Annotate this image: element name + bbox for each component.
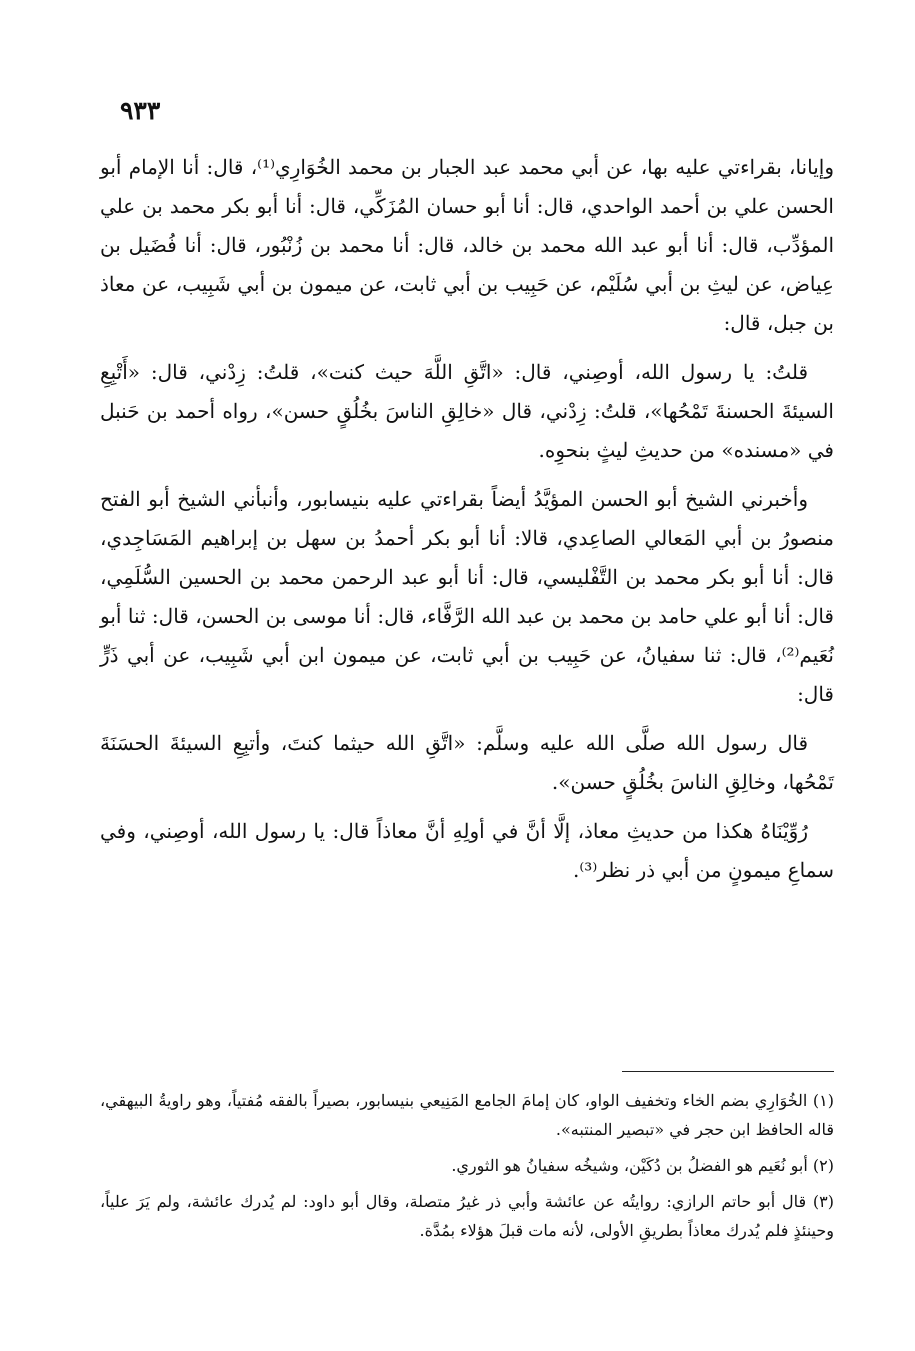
page-number: ٩٣٣: [120, 96, 161, 125]
footnote-divider: [622, 1071, 834, 1072]
paragraph-commentary: رُوِّيْنَاهُ هكذا من حديثِ معاذ، إلَّا أنَّ في أولِهِ أنَّ معاذاً قال: يا رسول الله، أوصِني، وفي سماعِ ميمونٍ من أبي ذر نظر⁽³⁾.: [100, 819, 834, 882]
main-text: [100, 148, 834, 890]
footnotes: [100, 1086, 834, 1245]
footnote-1: (١) الخُوَارِي بضم الخاء وتخفيف الواو، كان إمامَ الجامع المَنِيعي بنيسابور، بصيراً بالفقه مُفتياً، وهو راويةُ البيهقي، قاله الحافظ ابن حجر في «تبصير المنتبه».: [100, 1091, 834, 1139]
footnote-2: (٢) أبو نُعَيم هو الفضلُ بن دُكَيْن، وشيخُه سفيانُ هو الثوري.: [451, 1156, 834, 1175]
paragraph-hadith-muadh: قلتُ: يا رسول الله، أوصِني، قال: «اتَّقِ اللَّهَ حيث كنت»، قلتُ: زِدْني، قال: «أَتْبِعِ السيئةَ الحسنةَ تَمْحُها»، قلتُ: زِدْني، قال «خالِقِ الناسَ بخُلُقٍ حسن»، رواه أحمد بن حَنبل في «مسنده» من حديثِ ليثٍ بنحوِه.: [100, 360, 834, 462]
paragraph-hadith-abu-dharr: قال رسول الله صلَّى الله عليه وسلَّم: «اتَّقِ الله حيثما كنتَ، وأتبِعِ السيئةَ الحسَنَةَ تَمْحُها، وخالِقِ الناسَ بخُلُقٍ حسن».: [100, 731, 834, 794]
paragraph-isnad-abu-dharr: وأخبرني الشيخ أبو الحسن المؤيَّدُ أيضاً بقراءتي عليه بنيسابور، وأنبأني الشيخ أبو الفتح منصورُ بن أبي المَعالي الصاعِدي، قالا: أنا أبو بكر أحمدُ بن سهل بن إبراهيم المَسَاجِدي، قال: أنا أبو بكر محمد بن التَّفْليسي، قال: أنا أبو عبد الرحمن محمد بن الحسين السُّلَمِي، قال: أنا أبو علي حامد بن محمد بن عبد الله الرَّفَّاء، قال: أنا موسى بن الحسن، قال: ثنا أبو نُعَيم⁽²⁾، قال: ثنا سفيانُ، عن حَبِيب بن أبي ثابت، عن ميمون ابن أبي شَبِيب، عن أبي ذَرٍّ قال:: [100, 487, 834, 706]
footnote-3: (٣) قال أبو حاتم الرازي: روايتُه عن عائشة وأبي ذر غيرُ متصلة، وقال أبو داود: لم يُدرك عائشة، ولم يَرَ علياً، وحينئذٍ فلم يُدرك معاذاً بطريقِ الأولى، لأنه مات قبلَ هؤلاء بمُدَّة.: [100, 1192, 834, 1240]
paragraph-isnad-muadh: وإيانا، بقراءتي عليه بها، عن أبي محمد عبد الجبار بن محمد الخُوَارِي⁽¹⁾، قال: أنا الإمام أبو الحسن علي بن أحمد الواحدي، قال: أنا أبو حسان المُزَكِّي، قال: أنا أبو بكر محمد بن علي المؤدِّب، قال: أنا أبو عبد الله محمد بن خالد، قال: أنا محمد بن زُنْبُور، قال: أنا فُضَيل بن عِياض، عن ليثِ بن أبي سُلَيْم، عن حَبِيب بن أبي ثابت، عن ميمون بن أبي شَبِيب، عن معاذ بن جبل، قال:: [100, 155, 834, 335]
